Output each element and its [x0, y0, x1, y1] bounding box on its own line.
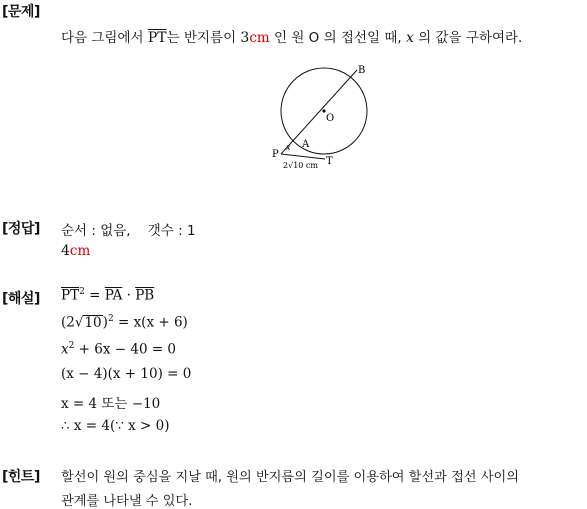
dot-op: ·: [126, 287, 131, 304]
solution-line-3: [61, 341, 176, 358]
l3-rest: + 6x − 40 = 0: [78, 341, 177, 358]
label-o: O: [326, 113, 335, 124]
answer-line: 순서 : 없음, 갯수 : 1: [61, 223, 196, 239]
eq-sign: =: [89, 287, 101, 304]
solution-label: [해설]: [2, 291, 40, 307]
label-x: x: [286, 143, 291, 152]
l2-exp: 2: [107, 314, 114, 324]
l2-close: ): [102, 314, 108, 331]
solution-line-4: (x − 4)(x + 10) = 0: [61, 366, 192, 382]
l2-open: (2: [61, 314, 75, 331]
problem-text-middle: 는 반지름이: [166, 30, 237, 46]
answer-value: [61, 243, 90, 259]
problem-text: [61, 26, 522, 46]
var-x: x: [405, 30, 414, 46]
label-t: T: [326, 156, 333, 167]
seg-pt: $\overline{PT}$: [61, 287, 80, 304]
radius-unit: cm: [249, 30, 270, 46]
seg-pa: $\overline{PA}$: [104, 287, 123, 304]
square-exp: 2: [79, 287, 85, 297]
solution-line-5: x = 4 또는 −10: [61, 396, 161, 412]
solution-line-1: [61, 287, 154, 304]
solution-line-6: ∴ x = 4(∵ x > 0): [61, 418, 170, 434]
label-p: P: [272, 149, 279, 160]
segment-pt: $\overline{PT}$: [147, 30, 167, 46]
geometry-figure: [262, 58, 372, 178]
label-pt-length: 2√10 cm: [283, 161, 318, 170]
l3-var: x: [61, 341, 69, 358]
hint-line-1: 할선이 원의 중심을 지날 때, 원의 반지름의 길이를 이용하여 할선과 접선 사이의: [61, 470, 519, 485]
answer-number: 4: [61, 243, 70, 259]
l2-radicand: 10: [84, 314, 102, 331]
secant-pb: [281, 70, 357, 154]
hint-line-2: 관계를 나타낼 수 있다.: [61, 494, 193, 509]
radius-value: 3: [240, 30, 250, 46]
solution-line-2: $(2√10)^2 = x(x + 6)$: [61, 314, 188, 331]
answer-label: [정답]: [2, 221, 40, 237]
label-a: A: [302, 139, 310, 150]
problem-label: [문제]: [2, 4, 40, 20]
hint-label: [힌트]: [2, 469, 40, 485]
l3-exp: 2: [68, 341, 75, 351]
answer-unit: cm: [69, 243, 91, 259]
l2-rest: = x(x + 6): [117, 314, 188, 331]
label-b: B: [358, 65, 366, 76]
problem-text-before: 다음 그림에서: [61, 30, 144, 46]
problem-text-after: 인 원 O 의 접선일 때,: [274, 30, 402, 46]
tangent-pt: [281, 154, 325, 159]
problem-text-end: 의 값을 구하여라.: [418, 30, 523, 46]
seg-pb: $\overline{PB}$: [135, 287, 155, 304]
